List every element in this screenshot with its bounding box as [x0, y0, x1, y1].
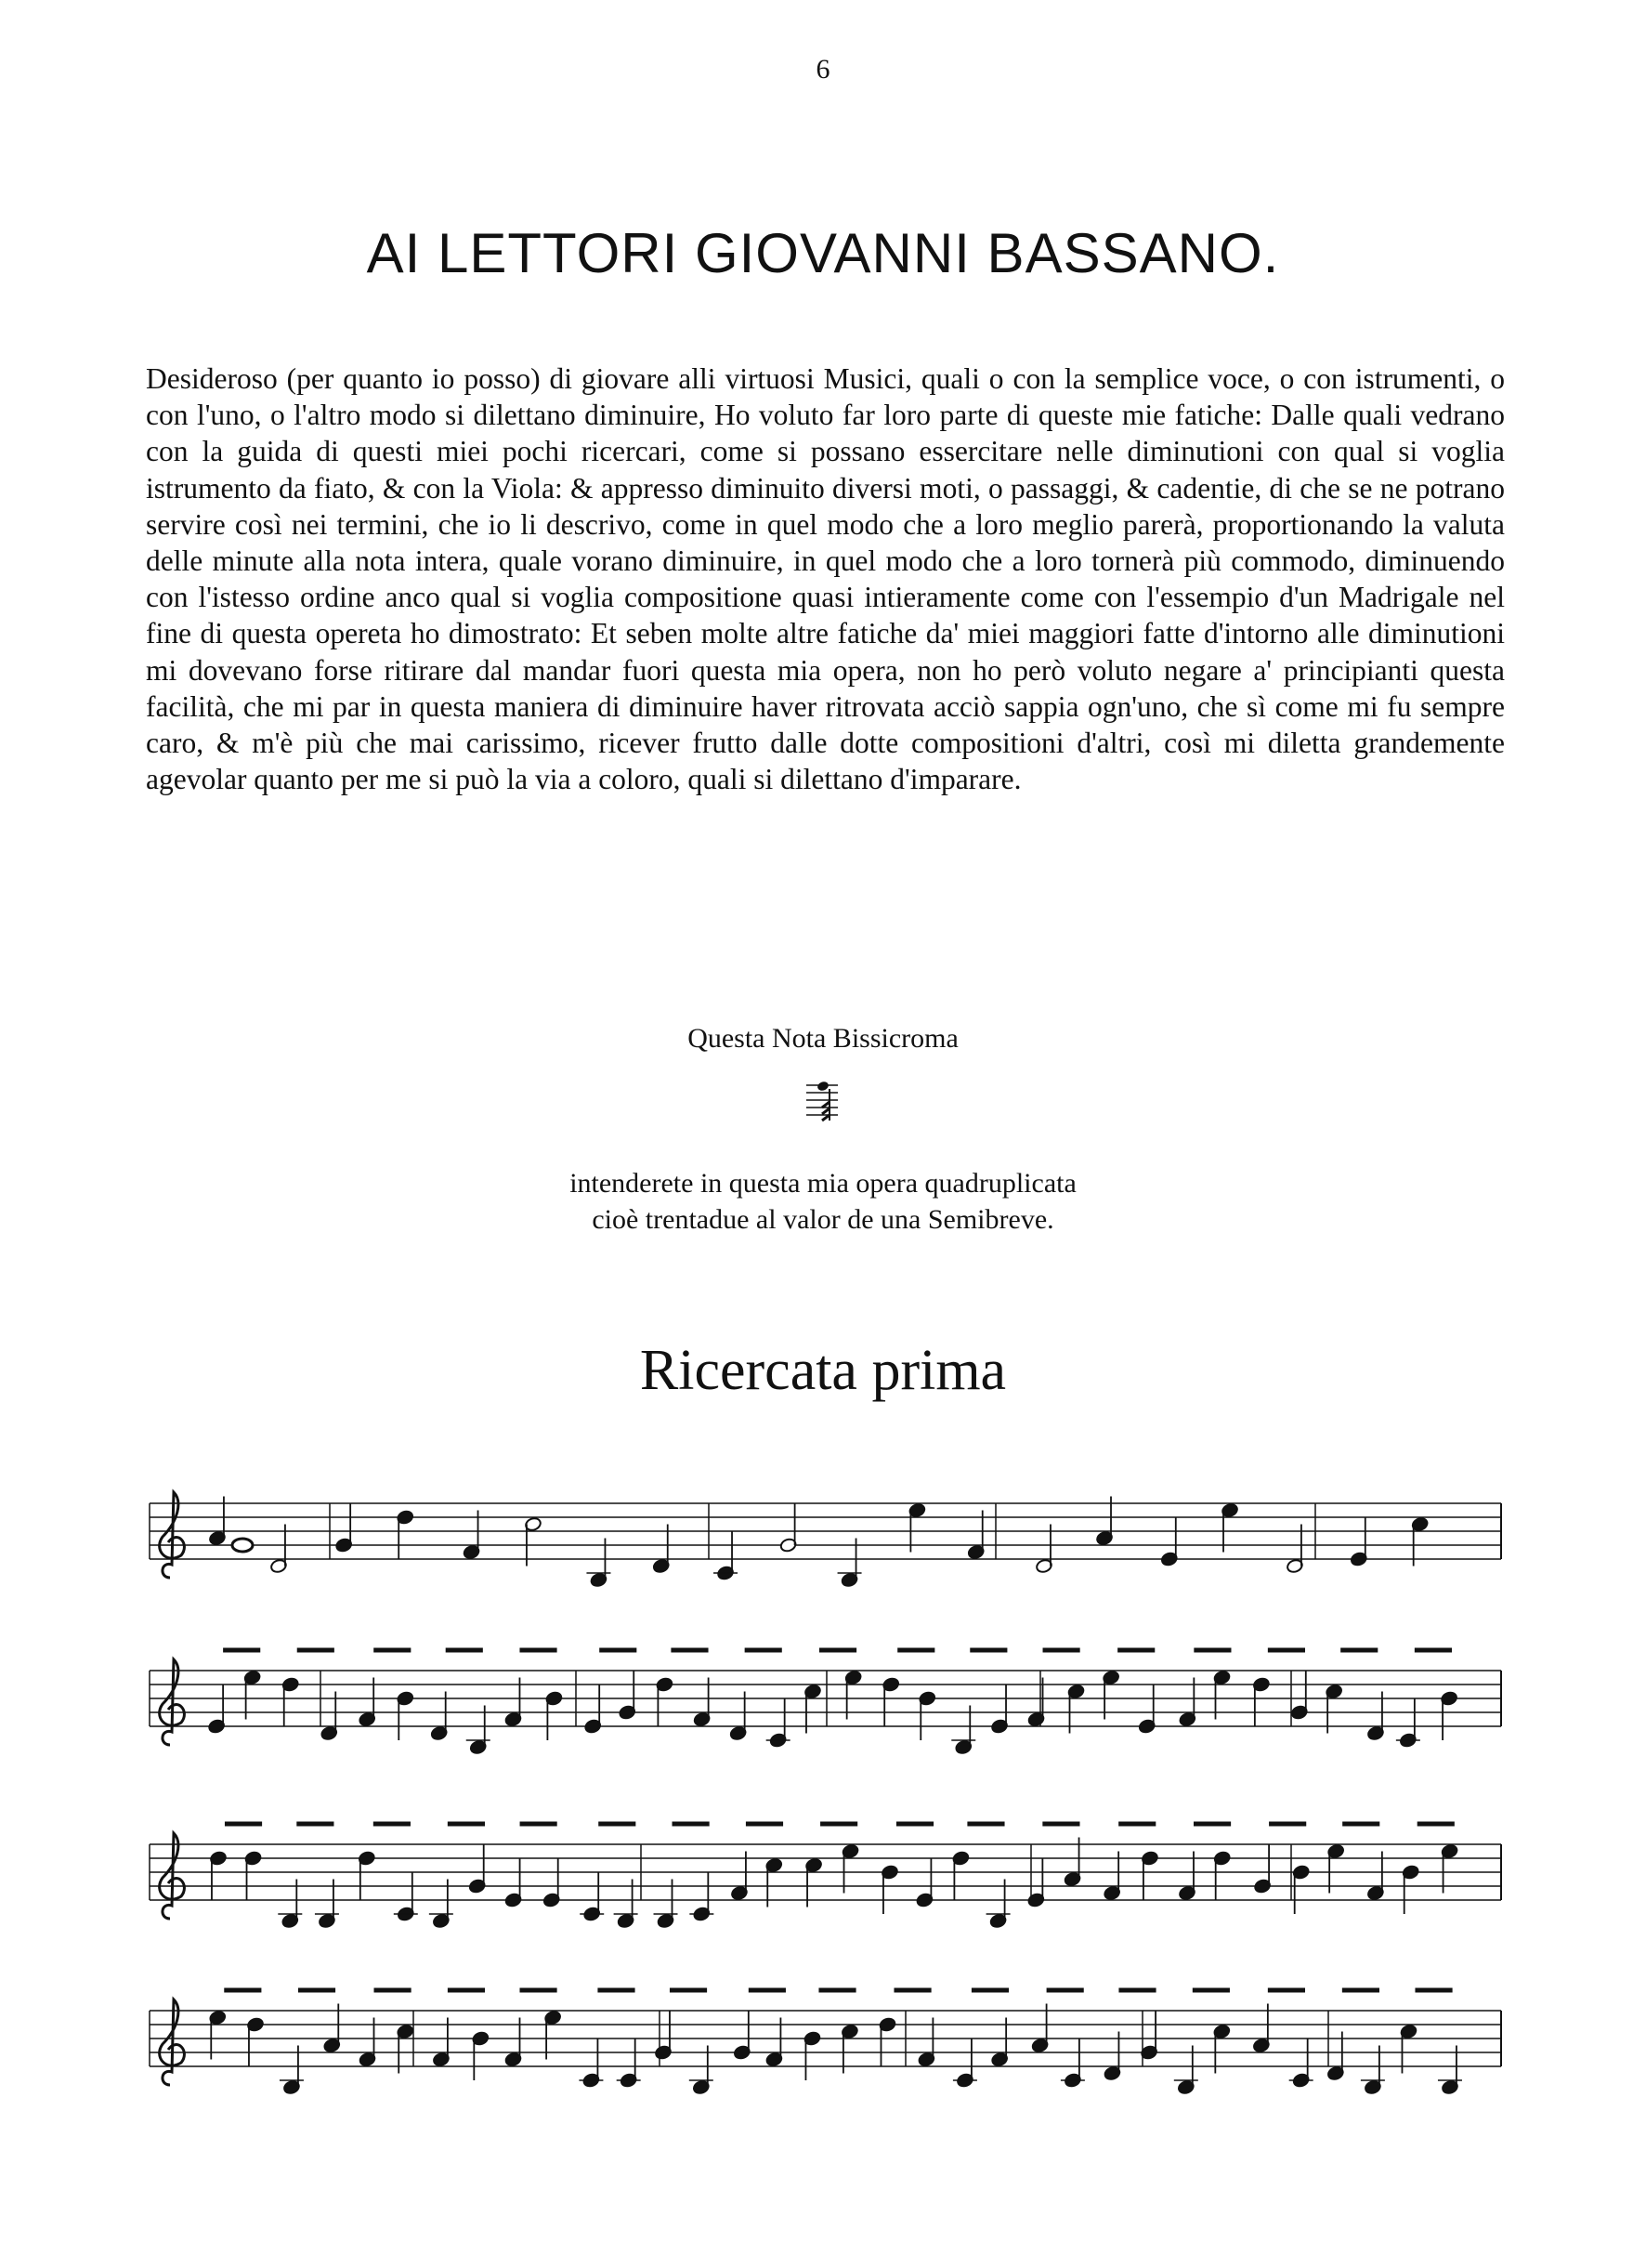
- music-staff: [150, 1650, 1501, 1755]
- music-staff: [150, 1990, 1501, 2095]
- preface-paragraph: Desideroso (per quanto io posso) di giovare alli virtuosi Musici, quali o con la semplice voce, o con istrumenti, o con l'uno, o l'altro modo si dilettano diminuire, Ho voluto far loro parte di queste mie fatiche: Dalle quali vedrano con la guida di questi miei pochi ricercari, come si possano essercitare nelle diminutioni con qual si voglia istrumento da fiato, & con la Viola: & appresso diminuito diversi moti, o passaggi, & cadentie, di che se ne potrano servire così nei termini, che io li descrivo, come in quel modo che a loro meglio parerà, proportionando la valuta delle minute alla nota intera, quale vorano diminuire, in quel modo che a loro tornerà più commodo, diminuendo con l'istesso ordine anco qual si voglia compositione quasi intieramente come con l'essempio d'un Madrigale nel fine di questa opereta ho dimostrato: Et seben molte altre fatiche da' miei maggiori fatte d'intorno alle diminutioni mi dovevano forse ritirare dal mandar fuori questa mia opera, non ho però voluto negare a' principianti questa facilità, che mi par in questa maniera di diminuire haver ritrovata acciò sappia ogn'uno, che sì come mi fu sempre caro, & m'è più che mai carissimo, ricever frutto dalle dotte compositioni d'altri, così mi diletta grandemente agevolar quanto per me si può la via a coloro, quali si dilettano d'imparare.: [146, 362, 1505, 796]
- treble-clef-icon: [160, 1492, 185, 1578]
- music-staff: [150, 1492, 1501, 1588]
- piece-title: Ricercata prima: [639, 1339, 1007, 1402]
- music-staff: [150, 1824, 1501, 1929]
- treble-clef-icon: [160, 1999, 185, 2085]
- notes: [209, 1990, 1462, 2095]
- note-explanation-line-2: cioè trentadue al valor de una Semibreve.: [592, 1204, 1054, 1235]
- page-number: 6: [816, 54, 830, 85]
- thirty-second-note-icon: [806, 1081, 838, 1121]
- page-title: AI LETTORI GIOVANNI BASSANO.: [366, 222, 1280, 284]
- note-explanation-line-1: intenderete in questa mia opera quadruplicata: [569, 1168, 1077, 1199]
- notes: [208, 1650, 1458, 1755]
- notes: [209, 1824, 1458, 1929]
- treble-clef-icon: [160, 1833, 185, 1919]
- notes: [208, 1497, 1429, 1588]
- treble-clef-icon: [160, 1659, 185, 1745]
- note-caption: Questa Nota Bissicroma: [687, 1023, 959, 1054]
